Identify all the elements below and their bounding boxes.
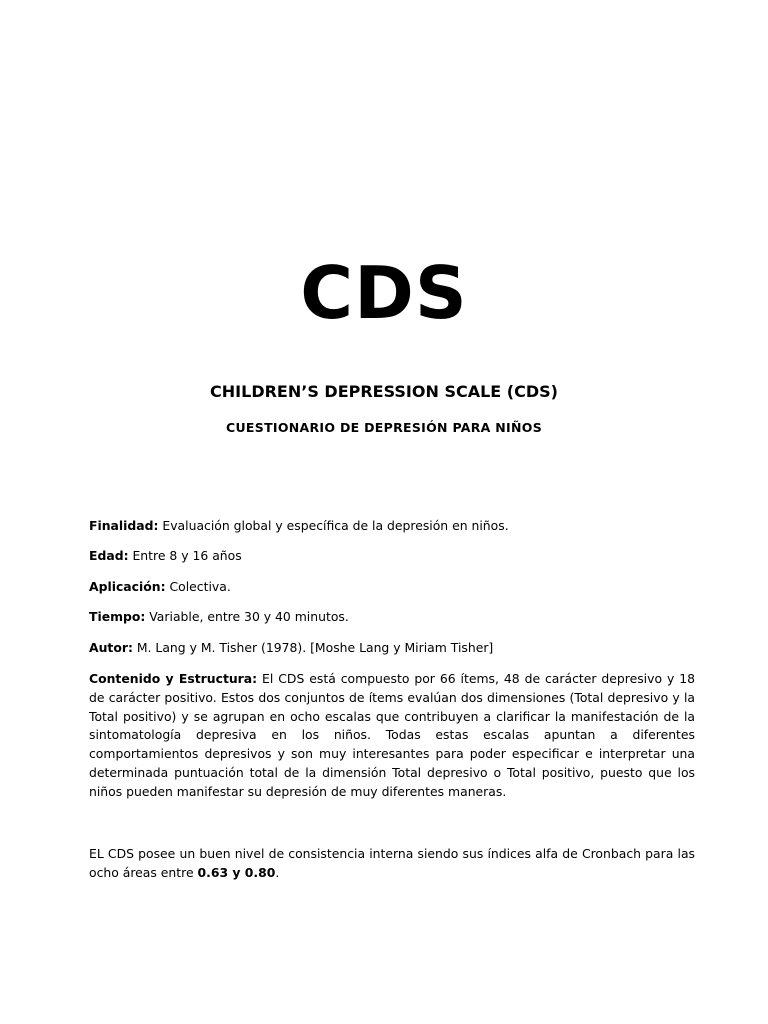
consistencia-range: 0.63 y 0.80 xyxy=(197,864,276,880)
field-autor-label: Autor: xyxy=(89,640,133,655)
field-tiempo-label: Tiempo: xyxy=(89,609,146,624)
field-aplicacion-label: Aplicación: xyxy=(89,579,166,594)
contenido-paragraph xyxy=(89,670,695,802)
consistencia-text: EL CDS posee un buen nivel de consistencia interna siendo sus índices alfa de Cronbach para las ocho áreas entre xyxy=(89,846,695,880)
contenido-text: El CDS está compuesto por 66 ítems, 48 de carácter depresivo y 18 de carácter positivo. Estos dos conjuntos de ítems evalúan dos dimensiones (Total depresivo y la Total positivo) y se agrupan en ocho escalas que contribuyen a clarificar la manifestación de la sintomatología depresiva en los niños. Todas estas escalas apuntan a diferentes comportamientos depresivos y son muy interesantes para poder especificar e interpretar una determinada puntuación total de la dimensión Total depresivo o Total positivo, puesto que los niños pueden manifestar su depresión de muy diferentes maneras. xyxy=(89,671,695,799)
field-finalidad-label: Finalidad: xyxy=(89,518,159,533)
consistencia-paragraph xyxy=(89,845,695,883)
document-title: CDS xyxy=(300,251,468,335)
field-finalidad xyxy=(89,517,695,535)
document-subtitle-spanish: CUESTIONARIO DE DEPRESIÓN PARA NIÑOS xyxy=(226,420,542,435)
field-tiempo-value: Variable, entre 30 y 40 minutos. xyxy=(145,609,349,624)
field-autor xyxy=(89,639,695,657)
field-edad-label: Edad: xyxy=(89,548,129,563)
field-edad xyxy=(89,547,695,565)
field-autor-value: M. Lang y M. Tisher (1978). [Moshe Lang y Miriam Tisher] xyxy=(132,640,494,655)
field-aplicacion xyxy=(89,578,695,596)
field-finalidad-value: Evaluación global y específica de la depresión en niños. xyxy=(158,518,509,533)
field-aplicacion-value: Colectiva. xyxy=(165,579,231,594)
consistencia-end: . xyxy=(275,864,280,880)
contenido-label: Contenido y Estructura: xyxy=(89,671,258,686)
document-subtitle: CHILDREN’S DEPRESSION SCALE (CDS) xyxy=(210,382,558,401)
field-edad-value: Entre 8 y 16 años xyxy=(128,548,242,563)
field-tiempo xyxy=(89,608,695,626)
